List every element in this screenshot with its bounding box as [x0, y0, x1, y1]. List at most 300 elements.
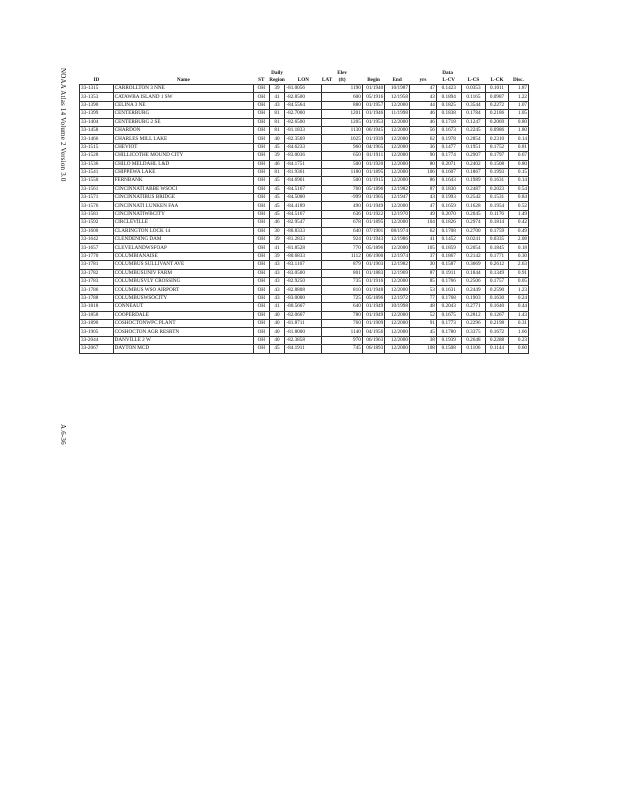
cell-lon: -81.9361 — [285, 168, 322, 176]
cell-disc: 1.07 — [508, 101, 528, 109]
cell-lck: 0.0987 — [486, 93, 508, 101]
cell-end: 08/1974 — [385, 227, 410, 235]
cell-end: 12/2000 — [385, 126, 410, 134]
cell-elev: 970 — [322, 336, 362, 344]
cell-lcv: 0.1911 — [436, 269, 461, 277]
cell-lck: 0.1993 — [486, 168, 508, 176]
cell-id: 33-1576 — [80, 202, 114, 210]
elev-group-header: Elev — [337, 70, 348, 76]
cell-lon: -82.3858 — [285, 336, 322, 344]
cell-lcv: 0.1508 — [436, 345, 461, 353]
cell-elev: 1180 — [322, 168, 362, 176]
cell-name: COLUMBIANAISE — [113, 252, 253, 260]
cell-id: 33-1571 — [80, 194, 114, 202]
cell-disc: 0.91 — [508, 269, 528, 277]
cell-name: DANVILLE 2 W — [113, 336, 253, 344]
table-row — [80, 194, 529, 202]
cell-disc: 1.22 — [508, 93, 528, 101]
table-row — [80, 118, 529, 126]
cell-lcs: 0.3669 — [461, 261, 486, 269]
cell-disc: 0.30 — [508, 252, 528, 260]
cell-end: 12/2000 — [385, 160, 410, 168]
cell-name: CENTERBURG 2 SE — [113, 118, 253, 126]
daily-group-header: Daily — [271, 70, 283, 76]
cell-lck: 0.1845 — [486, 244, 508, 252]
table-row — [80, 135, 529, 143]
cell-yrs: 49 — [409, 210, 436, 218]
cell-end: 12/1982 — [385, 185, 410, 193]
cell-id: 33-1458 — [80, 126, 114, 134]
cell-end: 12/2000 — [385, 277, 410, 285]
cell-lcv: 0.1452 — [436, 236, 461, 244]
cell-region: 40 — [269, 328, 285, 336]
cell-lck: 0.0335 — [486, 236, 508, 244]
cell-begin: 01/1957 — [362, 101, 384, 109]
cell-name: CINCINNATI ABBE WSOCI — [113, 185, 253, 193]
cell-lcs: 0.2700 — [461, 227, 486, 235]
cell-begin: 06/1900 — [362, 252, 384, 260]
cell-region: 39 — [269, 252, 285, 260]
cell-lcs: 0.2854 — [461, 135, 486, 143]
cell-lcv: 0.1978 — [436, 135, 461, 143]
cell-lcv: 0.1773 — [436, 319, 461, 327]
cell-name: CINCINNATI LUNKEN FAA — [113, 202, 253, 210]
lck-header: L-CK — [490, 77, 504, 83]
cell-end: 12/1947 — [385, 194, 410, 202]
cell-elev: 1205 — [322, 118, 362, 126]
cell-lcs: 0.1628 — [461, 202, 486, 210]
table-row — [80, 227, 529, 235]
cell-region: 43 — [269, 286, 285, 294]
table-row — [80, 277, 529, 285]
cell-lon: -84.1911 — [285, 345, 322, 353]
cell-begin: 06/1893 — [362, 345, 384, 353]
cell-name: CONNEAUT — [113, 303, 253, 311]
cell-lcs: 0.1844 — [461, 269, 486, 277]
cell-lck: 0.2590 — [486, 286, 508, 294]
cell-lon: -84.6233 — [285, 143, 322, 151]
cell-name: COLUMBUSVLY CROSSING — [113, 277, 253, 285]
table-row — [80, 93, 529, 101]
cell-id: 33-1404 — [80, 118, 114, 126]
cell-lcv: 0.1768 — [436, 294, 461, 302]
cell-lcs: 0.2045 — [461, 210, 486, 218]
cell-yrs: 47 — [409, 202, 436, 210]
cell-lck: 0.1176 — [486, 210, 508, 218]
cell-end: 12/2000 — [385, 135, 410, 143]
cell-disc: 0.67 — [508, 152, 528, 160]
cell-end: 12/2000 — [385, 101, 410, 109]
cell-elev: 1112 — [322, 252, 362, 260]
table-row — [80, 160, 529, 168]
cell-name: CLEVELANDWSFOAP — [113, 244, 253, 252]
cell-region: 39 — [269, 85, 285, 93]
cell-region: 41 — [269, 303, 285, 311]
cell-region: 39 — [269, 236, 285, 244]
cell-elev: 879 — [322, 261, 362, 269]
cell-end: 12/2000 — [385, 202, 410, 210]
cell-disc: 1.23 — [508, 286, 528, 294]
cell-disc: 2.08 — [508, 236, 528, 244]
cell-id: 33-1536 — [80, 160, 114, 168]
cell-name: CIRCLEVILLE — [113, 219, 253, 227]
cell-lcs: 0.1989 — [461, 177, 486, 185]
cell-elev: 678 — [322, 219, 362, 227]
cell-st: OH — [253, 345, 269, 353]
cell-id: 33-2044 — [80, 336, 114, 344]
cell-begin: 01/1895 — [362, 168, 384, 176]
cell-begin: 04/1965 — [362, 143, 384, 151]
cell-lon: -81.8711 — [285, 319, 322, 327]
table-row — [80, 244, 529, 252]
cell-name: CHIPPEWA LAKE — [113, 168, 253, 176]
cell-disc: 2.63 — [508, 261, 528, 269]
cell-begin: 01/1915 — [362, 177, 384, 185]
cell-disc: 1.05 — [508, 110, 528, 118]
cell-end: 11/1998 — [385, 110, 410, 118]
table-row — [80, 236, 529, 244]
cell-lcs: 0.0353 — [461, 85, 486, 93]
cell-lck: 0.0986 — [486, 126, 508, 134]
cell-disc: 0.80 — [508, 160, 528, 168]
cell-lcs: 0.2449 — [461, 286, 486, 294]
table-row — [80, 126, 529, 134]
cell-id: 33-1592 — [80, 219, 114, 227]
cell-elev: 1201 — [322, 110, 362, 118]
cell-begin: 01/1949 — [362, 202, 384, 210]
cell-lcv: 0.1859 — [436, 244, 461, 252]
cell-lcs: 0.3375 — [461, 328, 486, 336]
cell-name: COLUMBUS WSO AIRPORT — [113, 286, 253, 294]
cell-lcv: 0.1774 — [436, 152, 461, 160]
cell-begin: 05/1896 — [362, 294, 384, 302]
cell-st: OH — [253, 135, 269, 143]
cell-begin: 01/1940 — [362, 85, 384, 93]
cell-id: 33-1782 — [80, 269, 114, 277]
cell-name: CHILLICOTHE MOUND CITY — [113, 152, 253, 160]
cell-lcv: 0.1780 — [436, 328, 461, 336]
cell-yrs: 45 — [409, 328, 436, 336]
cell-lck: 0.2198 — [486, 319, 508, 327]
cell-lon: -80.6833 — [285, 252, 322, 260]
cell-elev: 745 — [322, 345, 362, 353]
cell-elev: 1025 — [322, 135, 362, 143]
cell-region: 45 — [269, 210, 285, 218]
cell-elev: -999 — [322, 194, 362, 202]
cell-region: 40 — [269, 319, 285, 327]
cell-st: OH — [253, 252, 269, 260]
cell-begin: 01/1922 — [362, 210, 384, 218]
cell-disc: 0.81 — [508, 143, 528, 151]
cell-id: 33-1858 — [80, 311, 114, 319]
cell-yrs: 106 — [409, 168, 436, 176]
cell-yrs: 105 — [409, 244, 436, 252]
cell-begin: 01/1909 — [362, 319, 384, 327]
cell-lon: -82.3569 — [285, 135, 322, 143]
cell-disc: 0.24 — [508, 294, 528, 302]
cell-st: OH — [253, 152, 269, 160]
cell-lcv: 0.1993 — [436, 194, 461, 202]
cell-st: OH — [253, 336, 269, 344]
cell-lcv: 0.1607 — [436, 168, 461, 176]
cell-id: 33-2067 — [80, 345, 114, 353]
cell-lcs: 0.1951 — [461, 143, 486, 151]
cell-name: CATAWBA ISLAND 1 SW — [113, 93, 253, 101]
cell-end: 12/1972 — [385, 294, 410, 302]
cell-lcv: 0.1718 — [436, 118, 461, 126]
cell-yrs: 86 — [409, 177, 436, 185]
cell-elev: 924 — [322, 236, 362, 244]
cell-name: CHEVIOT — [113, 143, 253, 151]
cell-st: OH — [253, 227, 269, 235]
cell-yrs: 108 — [409, 345, 436, 353]
cell-begin: 06/1945 — [362, 126, 384, 134]
cell-lon: -83.0000 — [285, 294, 322, 302]
table-row — [80, 319, 529, 327]
cell-disc: 0.54 — [508, 185, 528, 193]
cell-lck: 0.1954 — [486, 202, 508, 210]
cell-lon: -81.8000 — [285, 328, 322, 336]
cell-begin: 05/1896 — [362, 185, 384, 193]
cell-lck: 0.1752 — [486, 143, 508, 151]
column-header-row: ID Name ST Region LON LAT (ft) Begin End yrs L-CV L-CS L-CK Disc. — [80, 77, 529, 85]
cell-end: 12/2000 — [385, 336, 410, 344]
cell-lcv: 0.1477 — [436, 143, 461, 151]
cell-end: 12/2000 — [385, 177, 410, 185]
cell-lck: 0.2023 — [486, 185, 508, 193]
cell-yrs: 46 — [409, 118, 436, 126]
cell-id: 33-1466 — [80, 135, 114, 143]
cell-lck: 0.1759 — [486, 227, 508, 235]
cell-lcs: 0.1165 — [461, 93, 486, 101]
cell-region: 45 — [269, 177, 285, 185]
cell-st: OH — [253, 277, 269, 285]
cell-name: CENTERBURG — [113, 110, 253, 118]
cell-lcs: 0.1247 — [461, 118, 486, 126]
data-group-header: Data — [442, 70, 453, 76]
cell-end: 12/2000 — [385, 244, 410, 252]
id-header: ID — [93, 77, 100, 83]
cell-st: OH — [253, 194, 269, 202]
cell-lcv: 0.1423 — [436, 85, 461, 93]
cell-yrs: 53 — [409, 286, 436, 294]
cell-yrs: 41 — [409, 236, 436, 244]
cell-st: OH — [253, 236, 269, 244]
cell-name: CARROLLTON 3 NNE — [113, 85, 253, 93]
cell-elev: 880 — [322, 101, 362, 109]
table-row — [80, 269, 529, 277]
cell-lcs: 0.1106 — [461, 345, 486, 353]
cell-elev: 500 — [322, 177, 362, 185]
cell-lck: 0.2272 — [486, 101, 508, 109]
table-row — [80, 202, 529, 210]
cell-name: COLUMBUS SULLIVANT AVE — [113, 261, 253, 269]
cell-lck: 0.1640 — [486, 303, 508, 311]
cell-id: 33-1600 — [80, 227, 114, 235]
cell-id: 33-1515 — [80, 143, 114, 151]
cell-lon: -84.1751 — [285, 160, 322, 168]
cell-lcv: 0.1659 — [436, 202, 461, 210]
cell-lcv: 0.1766 — [436, 277, 461, 285]
cell-name: COSHOCTON AGR RESRTN — [113, 328, 253, 336]
cell-lon: -81.1833 — [285, 126, 322, 134]
cell-begin: 01/1943 — [362, 236, 384, 244]
cell-lon: -83.0036 — [285, 152, 322, 160]
cell-name: CINCINNATIBUS BRIDGE — [113, 194, 253, 202]
cell-region: 81 — [269, 126, 285, 134]
cell-end: 10/1998 — [385, 303, 410, 311]
cell-lcv: 0.1643 — [436, 177, 461, 185]
cell-begin: 01/1903 — [362, 261, 384, 269]
cell-name: COSHOCTONWPC PLANT — [113, 319, 253, 327]
cell-lon: -82.9547 — [285, 219, 322, 227]
cell-id: 33-1550 — [80, 177, 114, 185]
cell-disc: 0.05 — [508, 277, 528, 285]
cell-lon: -84.5167 — [285, 210, 322, 218]
cell-lcs: 0.2487 — [461, 185, 486, 193]
cell-lcv: 0.1675 — [436, 311, 461, 319]
table-row — [80, 286, 529, 294]
cell-region: 40 — [269, 336, 285, 344]
cell-region: 40 — [269, 311, 285, 319]
cell-disc: 0.23 — [508, 336, 528, 344]
cell-elev: 1130 — [322, 126, 362, 134]
cell-st: OH — [253, 286, 269, 294]
cell-region: 41 — [269, 244, 285, 252]
cell-id: 33-1786 — [80, 286, 114, 294]
cell-lcs: 0.2402 — [461, 160, 486, 168]
cell-end: 12/2000 — [385, 219, 410, 227]
cell-yrs: 43 — [409, 194, 436, 202]
cell-id: 33-1315 — [80, 85, 114, 93]
cell-lcs: 0.2812 — [461, 311, 486, 319]
cell-id: 33-1781 — [80, 261, 114, 269]
cell-begin: 01/1911 — [362, 152, 384, 160]
cell-region: 45 — [269, 143, 285, 151]
cell-lcs: 0.2054 — [461, 244, 486, 252]
cell-lcs: 0.0241 — [461, 236, 486, 244]
cell-region: 43 — [269, 277, 285, 285]
cell-st: OH — [253, 244, 269, 252]
cell-lcs: 0.3544 — [461, 101, 486, 109]
cell-elev: 1190 — [322, 85, 362, 93]
cell-yrs: 36 — [409, 143, 436, 151]
cell-lcv: 0.1894 — [436, 93, 461, 101]
cell-lck: 0.1531 — [486, 194, 508, 202]
cell-st: OH — [253, 311, 269, 319]
cell-lon: -83.1167 — [285, 261, 322, 269]
cell-id: 33-1770 — [80, 252, 114, 260]
cell-lon: -81.8528 — [285, 244, 322, 252]
cell-elev: 801 — [322, 269, 362, 277]
end-header: End — [392, 77, 402, 83]
cell-region: 43 — [269, 269, 285, 277]
cell-yrs: 47 — [409, 85, 436, 93]
station-table — [79, 70, 529, 354]
cell-yrs: 48 — [409, 303, 436, 311]
cell-st: OH — [253, 319, 269, 327]
cell-yrs: 46 — [409, 110, 436, 118]
cell-st: OH — [253, 261, 269, 269]
cell-name: COLUMBUSWSOCITY — [113, 294, 253, 302]
cell-st: OH — [253, 118, 269, 126]
cell-lon: -80.8333 — [285, 227, 322, 235]
cell-begin: 07/1901 — [362, 227, 384, 235]
cell-begin: 01/1905 — [362, 194, 384, 202]
cell-end: 12/1982 — [385, 261, 410, 269]
cell-elev: 960 — [322, 143, 362, 151]
cell-elev: 490 — [322, 202, 362, 210]
cell-st: OH — [253, 328, 269, 336]
cell-lon: -84.5000 — [285, 194, 322, 202]
cell-lck: 0.1757 — [486, 277, 508, 285]
cell-lon: -82.6500 — [285, 118, 322, 126]
cell-yrs: 104 — [409, 219, 436, 227]
cell-lon: -84.4189 — [285, 202, 322, 210]
cell-lcv: 0.1939 — [436, 336, 461, 344]
cell-name: CLARINGTON LOCK 14 — [113, 227, 253, 235]
cell-lcv: 0.1826 — [436, 219, 461, 227]
cell-name: CHARDON — [113, 126, 253, 134]
cell-begin: 06/1963 — [362, 336, 384, 344]
cell-st: OH — [253, 202, 269, 210]
lcs-header: L-CS — [467, 77, 480, 83]
cell-lcs: 0.2907 — [461, 152, 486, 160]
cell-disc: 1.87 — [508, 85, 528, 93]
cell-elev: 600 — [322, 93, 362, 101]
cell-lcv: 0.1587 — [436, 261, 461, 269]
cell-st: OH — [253, 219, 269, 227]
cell-begin: 01/1949 — [362, 311, 384, 319]
cell-disc: 0.15 — [508, 168, 528, 176]
table-row — [80, 261, 529, 269]
side-page-number: A.6-36 — [59, 424, 67, 445]
cell-yrs: 91 — [409, 319, 436, 327]
cell-st: OH — [253, 177, 269, 185]
cell-lck: 0.2612 — [486, 261, 508, 269]
cell-lcs: 0.2142 — [461, 252, 486, 260]
lon-header: LON — [297, 77, 310, 83]
cell-id: 33-1561 — [80, 185, 114, 193]
cell-begin: 01/1883 — [362, 269, 384, 277]
cell-yrs: 44 — [409, 101, 436, 109]
cell-lcs: 0.1867 — [461, 168, 486, 176]
cell-elev: 770 — [322, 244, 362, 252]
cell-begin: 01/1895 — [362, 219, 384, 227]
cell-disc: 0.42 — [508, 219, 528, 227]
cell-region: 81 — [269, 168, 285, 176]
cell-lck: 0.1144 — [486, 345, 508, 353]
cell-name: CLENDENING DAM — [113, 236, 253, 244]
table-body — [80, 85, 529, 354]
cell-region: 45 — [269, 185, 285, 193]
cell-end: 12/2000 — [385, 168, 410, 176]
cell-lon: -84.5564 — [285, 101, 322, 109]
cell-id: 33-1788 — [80, 294, 114, 302]
table-row — [80, 168, 529, 176]
cell-elev: 636 — [322, 210, 362, 218]
cell-begin: 01/1953 — [362, 118, 384, 126]
cell-region: 45 — [269, 202, 285, 210]
cell-end: 12/1958 — [385, 93, 410, 101]
cell-lcv: 0.1708 — [436, 227, 461, 235]
cell-end: 12/2000 — [385, 311, 410, 319]
cell-lcv: 0.2070 — [436, 210, 461, 218]
cell-lcs: 0.2245 — [461, 126, 486, 134]
cell-st: OH — [253, 269, 269, 277]
cell-disc: 1.43 — [508, 311, 528, 319]
table-row — [80, 294, 529, 302]
